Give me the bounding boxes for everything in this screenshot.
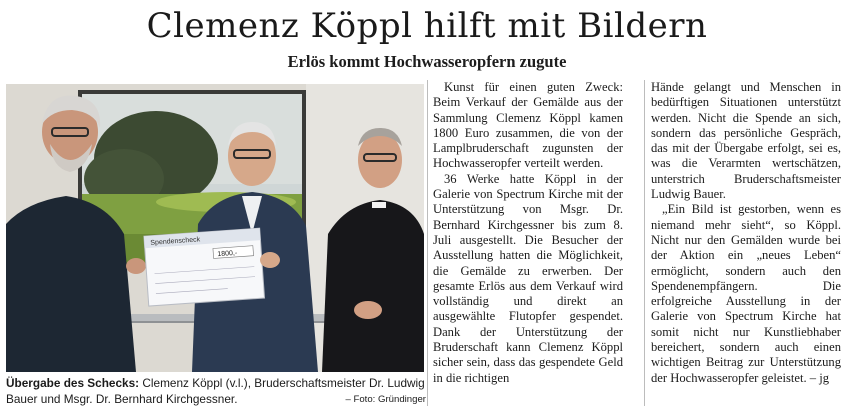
paragraph: 36 Werke hatte Köppl in der Galerie von Spectrum Kirche mit der Unterstützung von Msgr. Dr. Bernhard Kirchgessner bis zum 8. Juli ausgestellt. Die Besucher der Ausstellung hatten die Möglichkeit, die Gemälde zu erwerben. Der gesamte Erlös aus dem Verkauf wird vollständig und direkt an ausgewählte Flutopfer gespendet. Dank der Unterstützung der Bruderschaft kann Clemenz Köppl sicher sein, dass das gespendete Geld in die richtigen xyxy=(433,171,623,385)
article-photo xyxy=(6,84,424,372)
column-rule xyxy=(427,80,428,406)
donation-check xyxy=(144,228,265,306)
photo-caption xyxy=(6,375,426,408)
paragraph: Kunst für einen guten Zweck: Beim Verkauf der Gemälde aus der Sammlung Clemenz Köppl kamen 1800 Euro zusammen, die von der Lamplbruderschaft zugunsten der Hochwasseropfer verteilt werden. xyxy=(433,80,623,171)
caption-text: Clemenz Köppl (v.l.), Bruderschaftsmeister Dr. Ludwig Bauer und Msgr. Dr. Bernhard Kirchgessner. xyxy=(6,376,425,406)
article-headline: Clemenz Köppl hilft mit Bildern xyxy=(146,6,708,46)
caption-lead: Übergabe des Schecks: xyxy=(6,376,140,390)
article-subheadline: Erlös kommt Hochwasseropfern zugute xyxy=(287,52,567,71)
paragraph: „Ein Bild ist gestorben, wenn es niemand mehr sieht“, so Köppl. Nicht nur den Gemälden wurde bei der Aktion ein „neues Leben“ ermöglicht, sondern auch den Spendenempfängern. Die erfolgreiche Ausstellung in der Galerie von Spectrum Kirche hat somit nicht nur Kunstliebhaber bereichert, sondern auch einen wichtigen Beitrag zur Unterstützung der Hochwasseropfer geleistet. – jg xyxy=(651,202,841,385)
photo-credit: – Foto: Gründinger xyxy=(345,394,426,405)
check-title: Spendenscheck xyxy=(150,236,201,247)
body-column-2 xyxy=(651,80,841,386)
body-column-1 xyxy=(433,80,623,386)
paragraph: Hände gelangt und Menschen in bedürftigen Situationen unterstützt werden. Nicht die Spende an sich, sondern das persönliche Gespräch, das mit der Übergabe erfolgt, sei es, was die Verarmten wertschätzen, unterstrich Bruderschaftsmeister Ludwig Bauer. xyxy=(651,80,841,202)
column-rule xyxy=(644,80,645,406)
photo-scene xyxy=(6,84,424,372)
check-amount: 1800,- xyxy=(217,249,238,259)
